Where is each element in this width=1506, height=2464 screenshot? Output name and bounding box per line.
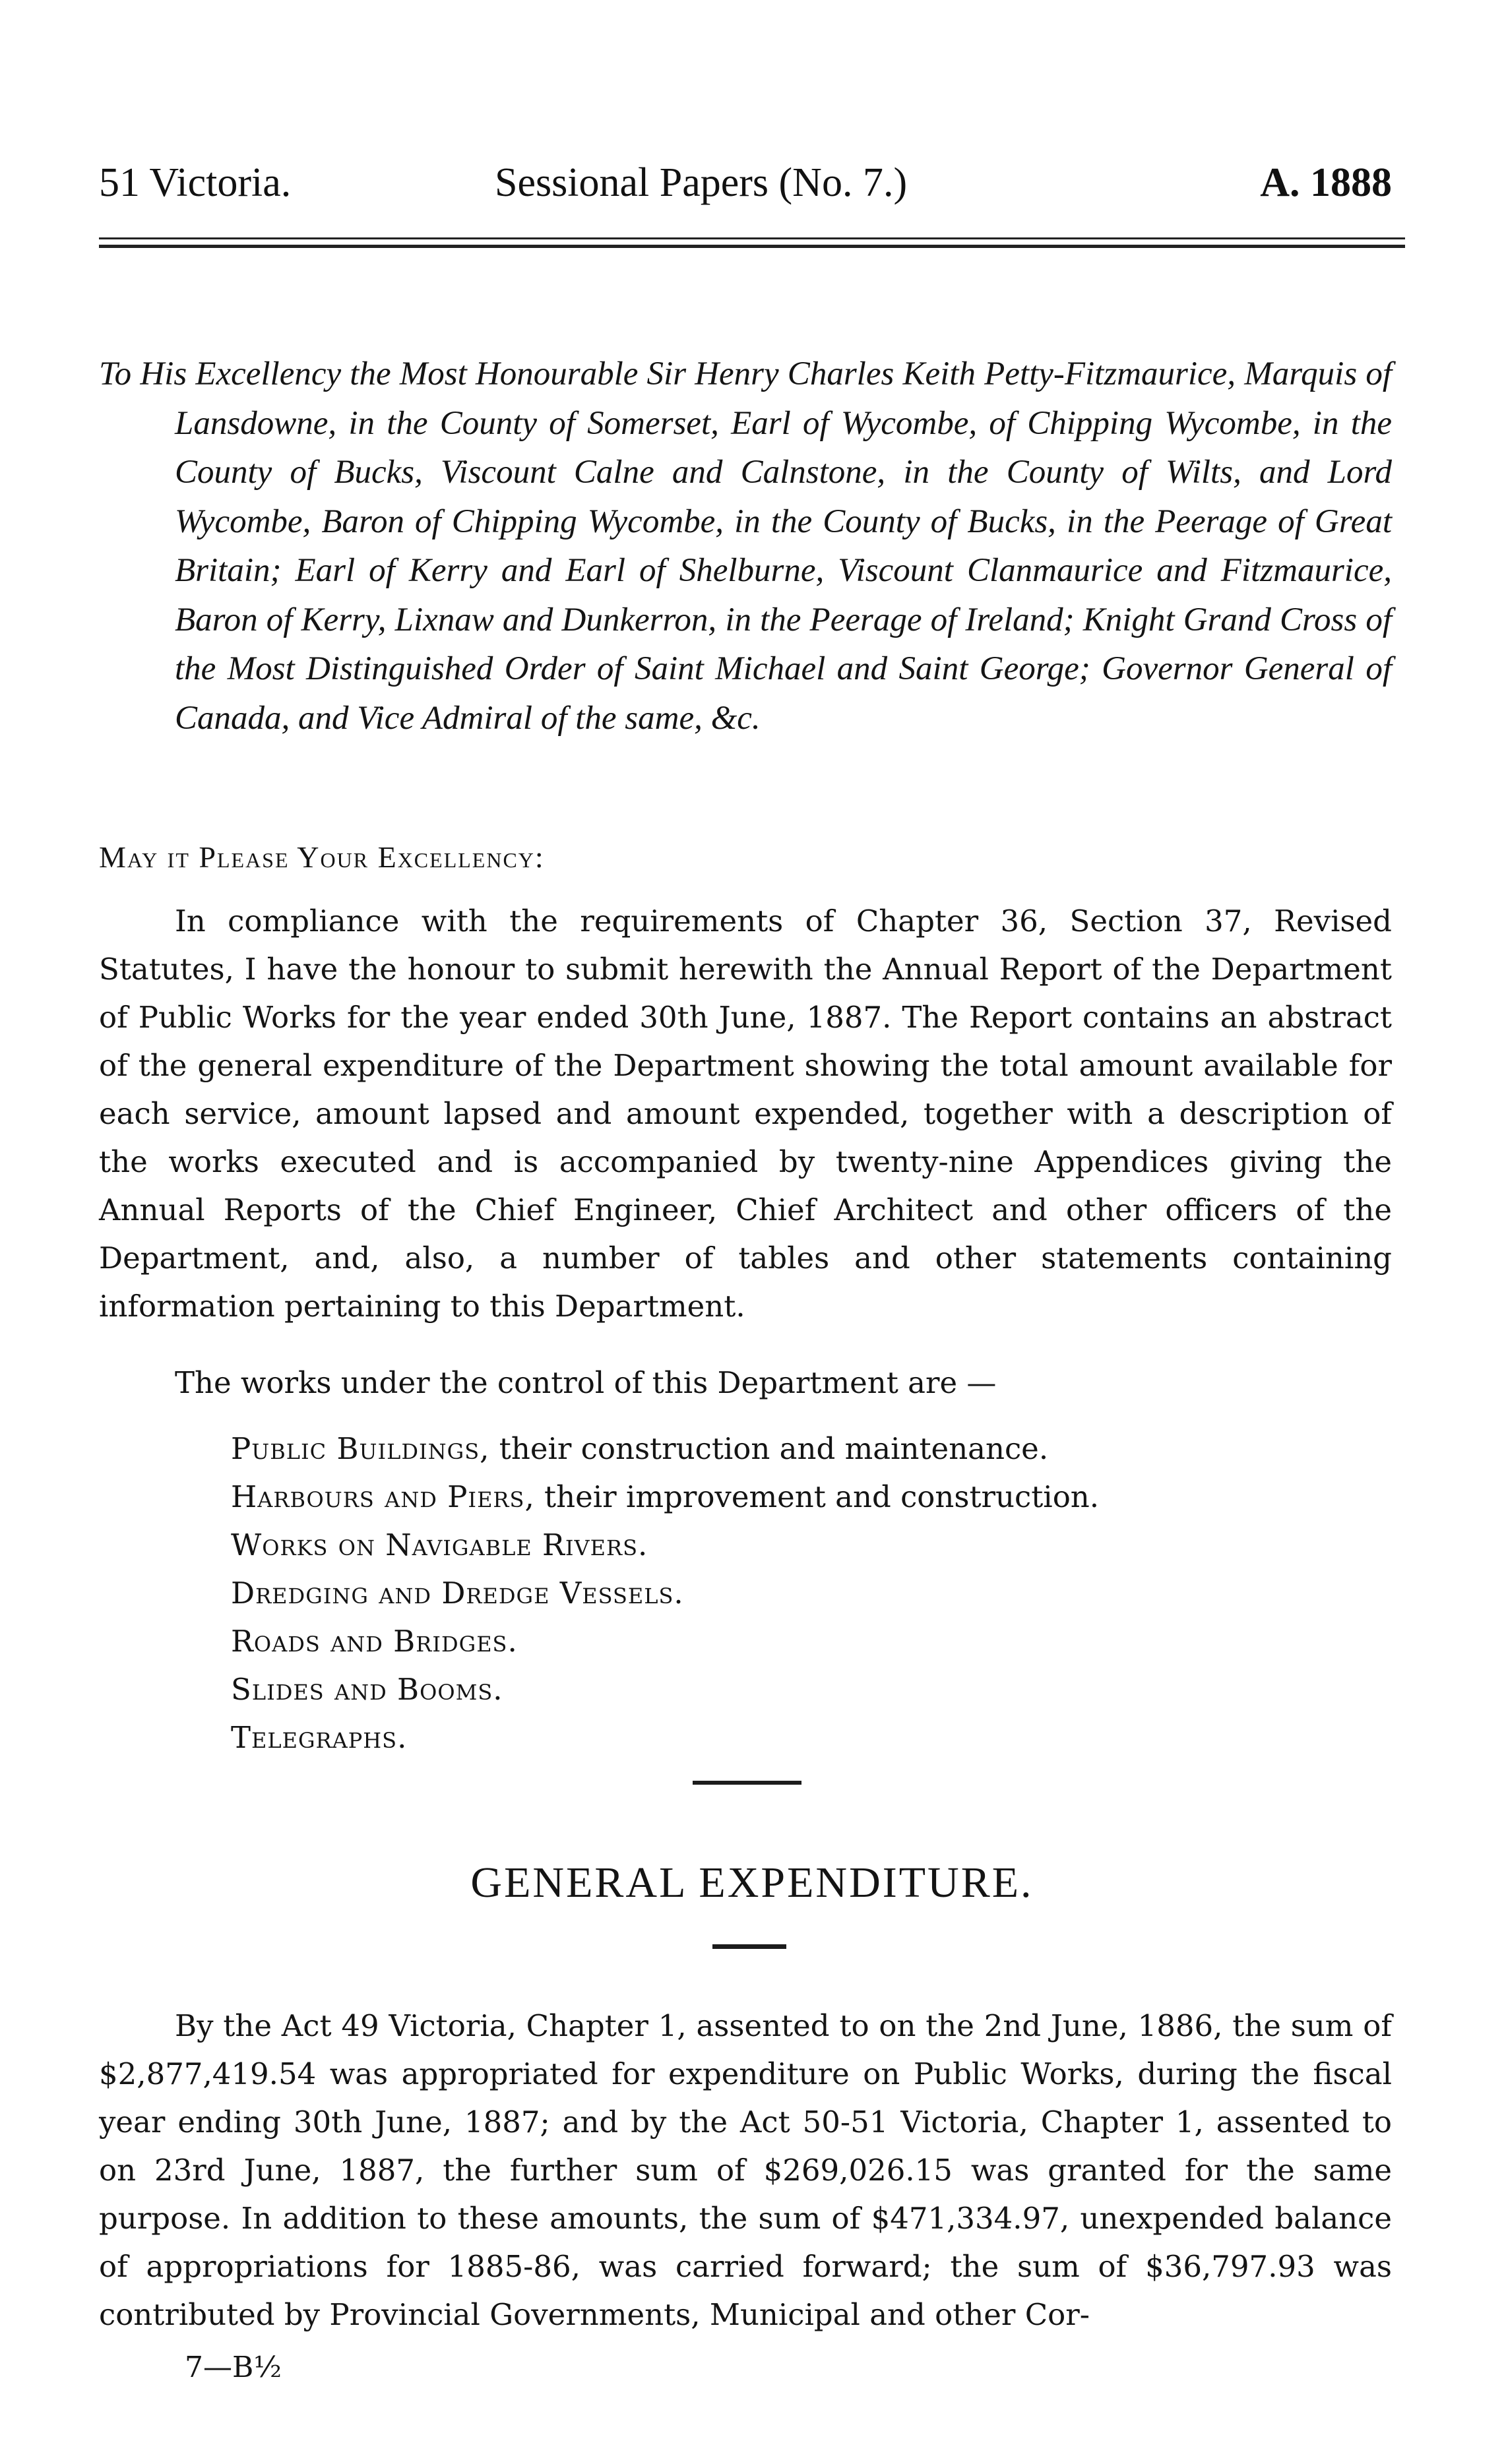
header-year: A. 1888	[1260, 160, 1392, 205]
paragraph-works-intro-text: The works under the control of this Department are —	[175, 1365, 997, 1400]
paragraph-general-expenditure-text: By the Act 49 Victoria, Chapter 1, assented to on the 2nd June, 1886, the sum of $2,877,419.54 was appropriated for expenditure on Public Works, during the fiscal year ending 30th June, 1887; and by the Act 50-51 Victoria, Chapter 1, assented to on 23rd June, 1887, the further sum of $269,026.15 was granted for the same purpose. In addition to these amounts, the sum of $471,334.97, unexpended balance of appropriations for 1885-86, was carried forward; the sum of $36,797.93 was contributed by Provincial Governments, Municipal and other Cor-	[99, 2008, 1392, 2332]
list-item	[231, 1569, 1099, 1617]
work-detail: their construction and maintenance.	[489, 1431, 1049, 1466]
address-text: To His Excellency the Most Honourable Sir Henry Charles Keith Petty-Fitzmaurice, Marquis of Lansdowne, in the County of Somerset, Earl of Wycombe, of Chipping Wycombe, in the County of Bucks, Viscount Calne and Calnstone, in the County of Wilts, and Lord Wycombe, Baron of Chipping Wycombe, in the County of Bucks, in the Peerage of Great Britain; Earl of Kerry and Earl of Shelburne, Viscount Clanmaurice and Fitzmaurice, Baron of Kerry, Lixnaw and Dunkerron, in the Peerage of Ireland; Knight Grand Cross of the Most Distinguished Order of Saint Michael and Saint George; Governor General of Canada, and Vice Admiral of the same, &c.	[99, 355, 1392, 737]
work-heading: Roads and Bridges.	[231, 1624, 518, 1659]
salutation: May it Please Your Excellency:	[99, 840, 545, 874]
paragraph-works-intro	[99, 1359, 1392, 1407]
list-item	[231, 1713, 1099, 1762]
list-item	[231, 1473, 1099, 1521]
work-heading: Harbours and Piers,	[231, 1479, 535, 1514]
list-item	[231, 1665, 1099, 1713]
address-block	[99, 350, 1392, 743]
title-underline	[712, 1944, 786, 1949]
section-title: GENERAL EXPENDITURE.	[470, 1859, 1034, 1907]
paragraph-compliance-text: In compliance with the requirements of Chapter 36, Section 37, Revised Statutes, I have the honour to submit herewith the Annual Report of the Department of Public Works for the year ended 30th June, 1887. The Report contains an abstract of the general expenditure of the Department showing the total amount available for each service, amount lapsed and amount expended, together with a description of the works executed and is accompanied by twenty-nine Appendices giving the Annual Reports of the Chief Engineer, Chief Architect and other officers of the Department, and, also, a number of tables and other statements containing information pertaining to this Department.	[99, 904, 1392, 1324]
work-heading: Slides and Booms.	[231, 1672, 503, 1707]
paragraph-compliance	[99, 897, 1392, 1330]
work-heading: Dredging and Dredge Vessels.	[231, 1576, 684, 1611]
works-list	[231, 1425, 1099, 1762]
running-head	[99, 153, 1405, 212]
header-rule-thick	[99, 245, 1405, 248]
work-heading: Telegraphs.	[231, 1720, 408, 1755]
work-detail: their improvement and construction.	[534, 1479, 1100, 1514]
list-item	[231, 1425, 1099, 1473]
paragraph-general-expenditure	[99, 2002, 1392, 2339]
list-item	[231, 1617, 1099, 1665]
header-sessional-papers: Sessional Papers (No. 7.)	[495, 160, 908, 205]
section-divider	[693, 1781, 801, 1785]
work-heading: Public Buildings,	[231, 1431, 490, 1466]
header-volume: 51 Victoria.	[99, 160, 292, 205]
header-rule-thin	[99, 237, 1405, 239]
work-heading: Works on Navigable Rivers.	[231, 1527, 648, 1562]
signature-mark: 7—B½	[185, 2351, 282, 2384]
document-page	[99, 0, 1405, 2464]
list-item	[231, 1521, 1099, 1569]
